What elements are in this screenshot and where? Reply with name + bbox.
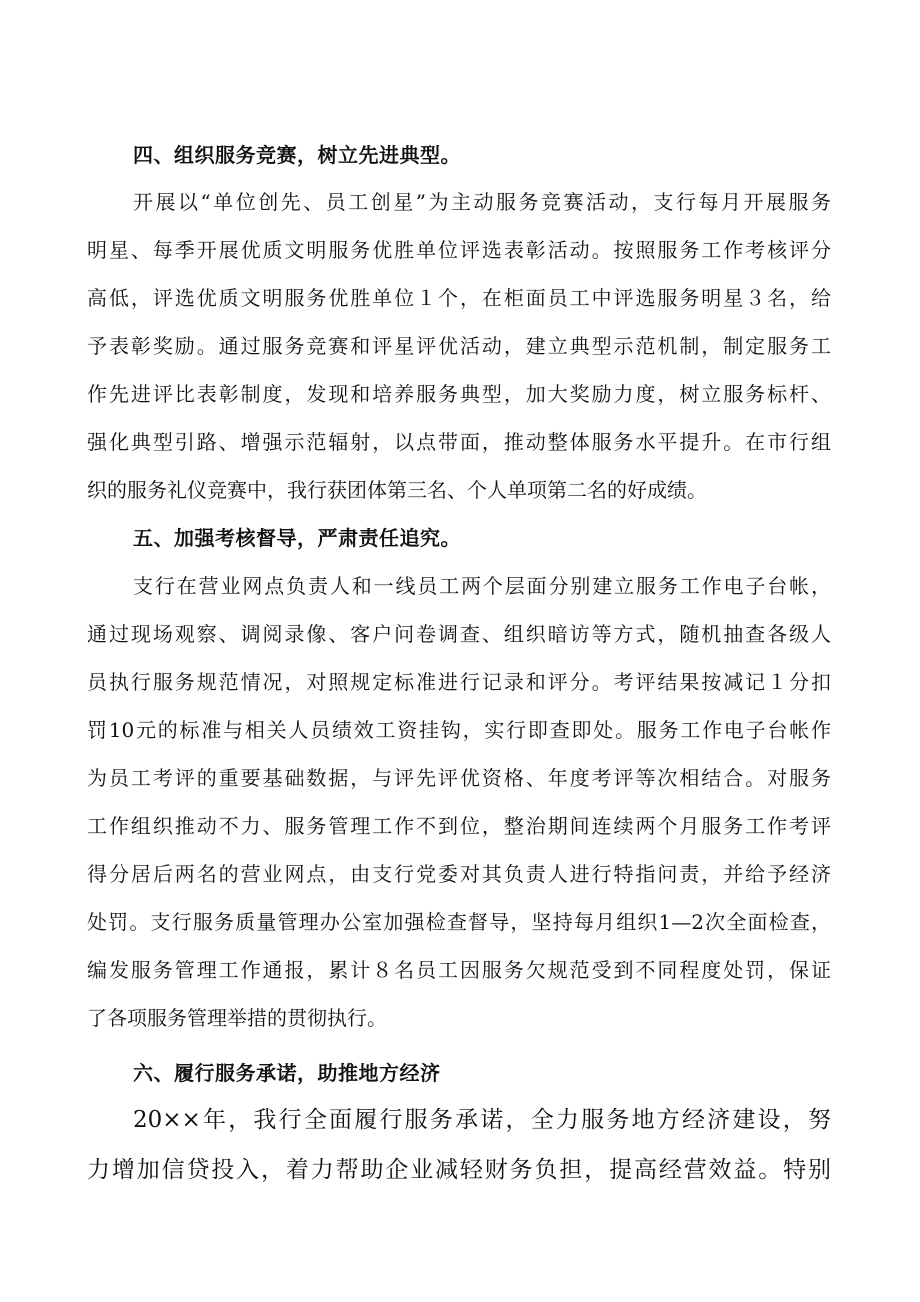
text-line: 得分居后两名的营业网点，由支行党委对其负责人进行特指问责，并给予经济: [87, 862, 831, 886]
text-line: 为员工考评的重要基础数据，与评先评优资格、年度考评等次相结合。对服务: [87, 766, 831, 790]
text-line: 处罚。支行服务质量管理办公室加强检查督导，坚持每月组织1—2次全面检查，: [87, 910, 831, 934]
section-heading-4: 四、组织服务竞赛，树立先进典型。: [133, 143, 461, 167]
text-line: 织的服务礼仪竞赛中，我行获团体第三名、个人单项第二名的好成绩。: [87, 478, 707, 502]
text-line: 编发服务管理工作通报，累计８名员工因服务欠规范受到不同程度处罚，保证: [87, 958, 831, 982]
text-line: 了各项服务管理举措的贯彻执行。: [87, 1006, 387, 1030]
text-line: 强化典型引路、增强示范辐射，以点带面，推动整体服务水平提升。在市行组: [87, 430, 831, 454]
text-line: 予表彰奖励。通过服务竞赛和评星评优活动，建立典型示范机制，制定服务工: [87, 334, 831, 358]
text-line: 作先进评比表彰制度，发现和培养服务典型，加大奖励力度，树立服务标杆、: [87, 382, 831, 406]
section-heading-6: 六、履行服务承诺，助推地方经济: [133, 1061, 441, 1085]
text-line: 员执行服务规范情况，对照规定标准进行记录和评分。考评结果按减记１分扣: [87, 670, 831, 694]
text-line: 力增加信贷投入，着力帮助企业减轻财务负担，提高经营效益。特别: [87, 1157, 831, 1183]
text-line: 罚10元的标准与相关人员绩效工资挂钩，实行即查即处。服务工作电子台帐作: [87, 718, 831, 742]
text-line: 开展以“单位创先、员工创星”为主动服务竞赛活动，支行每月开展服务: [133, 190, 831, 214]
text-line: 通过现场观察、调阅录像、客户问卷调查、组织暗访等方式，随机抽查各级人: [87, 622, 831, 646]
text-line: 明星、每季开展优质文明服务优胜单位评选表彰活动。按照服务工作考核评分: [87, 238, 831, 262]
text-line: 高低，评选优质文明服务优胜单位１个，在柜面员工中评选服务明星３名，给: [87, 286, 831, 310]
section-heading-5: 五、加强考核督导，严肃责任追究。: [133, 526, 461, 550]
text-line: 支行在营业网点负责人和一线员工两个层面分别建立服务工作电子台帐，: [133, 574, 831, 598]
text-line: 20××年，我行全面履行服务承诺，全力服务地方经济建设，努: [133, 1107, 831, 1133]
text-line: 工作组织推动不力、服务管理工作不到位，整治期间连续两个月服务工作考评: [87, 814, 831, 838]
